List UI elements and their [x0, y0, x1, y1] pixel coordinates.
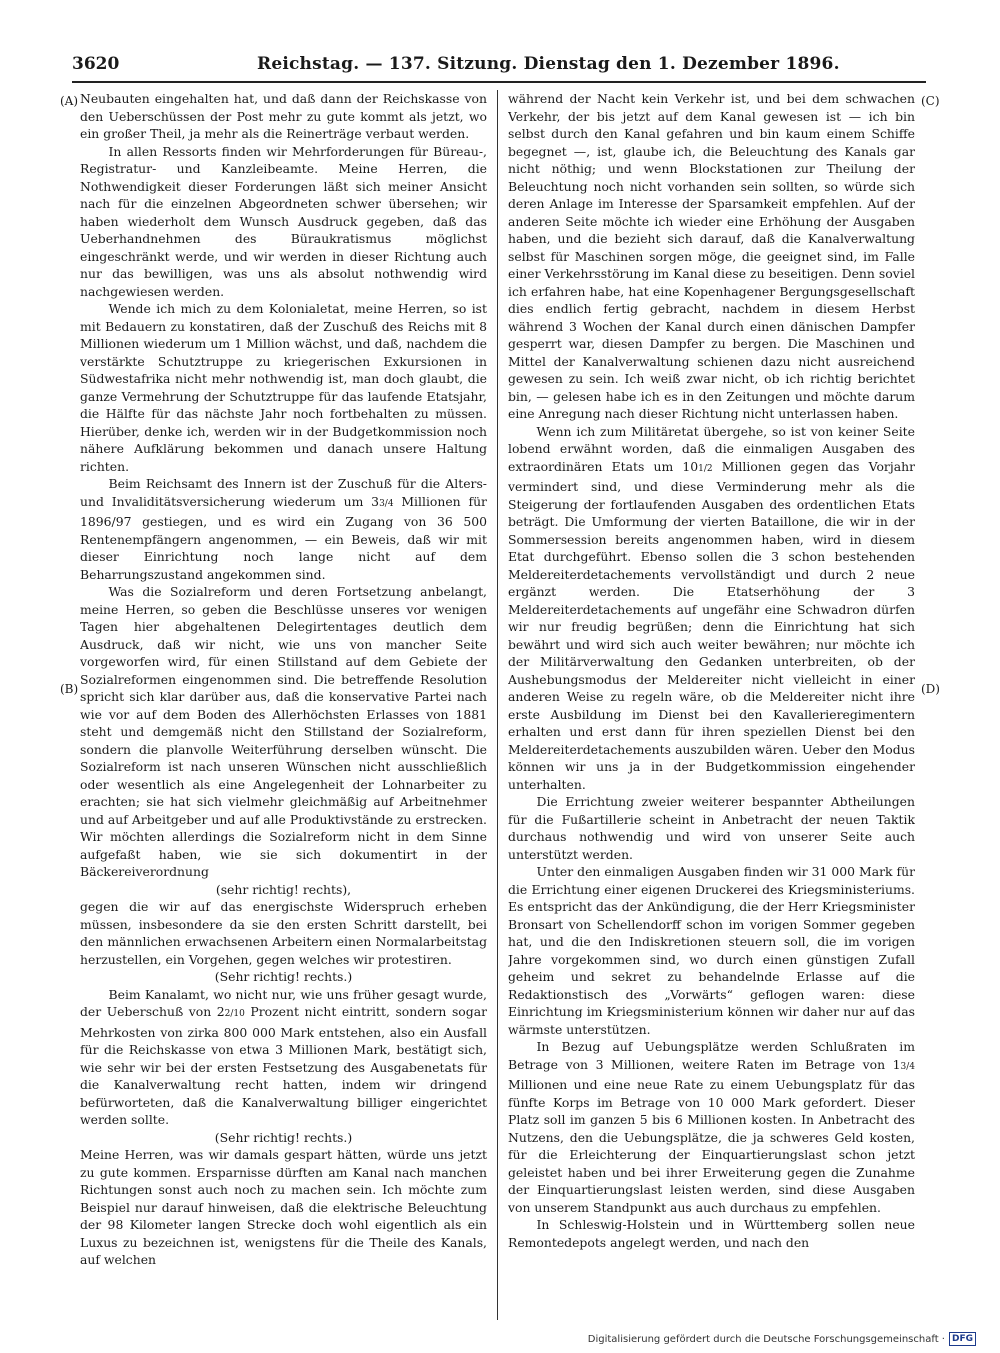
left-paragraph-4: Beim Reichsamt des Innern ist der Zuschuß für die Alters- und Invaliditätsversicherung wiederum um 33/4 Millionen für 1896/97 gestiegen, und es wird ein Zugang von 36 500 Rentenempfängern angenommen, — ein Beweis, daß wir mit dieser Einrichtung noch lange nicht auf dem Beharrungszustand angekommen sind.: [80, 476, 487, 582]
dfg-logo-icon: DFG: [949, 1332, 976, 1346]
left-paragraph-9: Beim Kanalamt, wo nicht nur, wie uns früher gesagt wurde, der Ueberschuß von 22/10 Prozent nicht eintritt, sondern sogar Mehrkosten von zirka 800 000 Mark entstehen, also ein Ausfall für die Reichskasse von etwa 3 Millionen Mark, bestätigt sich, wie sehr wir bei der ersten Festsetzung des Ausgabenetats für die Kanalverwaltung recht hatten, indem wir dringend befürworteten, daß die Kanalverwaltung billiger eingerichtet werden sollte.: [80, 986, 487, 1127]
left-paragraph-2: In allen Ressorts finden wir Mehrforderungen für Büreau-, Registratur- und Kanzleibeamte. Meine Herren, die Nothwendigkeit dieser Forderungen läßt sich meiner Ansicht nach für die einzelnen Abgeordneten schwer übersehen; wir haben wiederholt dem Wunsch Ausdruck gegeben, daß das Ueberhandnehmen des Büraukratismus möglichst eingeschränkt werde, und wir werden in dieser Richtung auch nur das bewilligen, was uns als absolut nothwendig wird nachgewiesen werden.: [80, 143, 487, 299]
right-paragraph-5: In Bezug auf Uebungsplätze werden Schlußraten im Betrage von 3 Millionen, weitere Raten im Betrage von 13/4 Millionen und eine neue Rate zu einem Uebungsplatz für das fünfte Korps im Betrage von 10 000 Mark gefordert. Dieser Platz soll im ganzen 5 bis 6 Millionen kosten. In Anbetracht des Nutzens, den die Uebungsplätze, die ja schweres Geld kosten, für die Erleichterung der Einquartierungslast schon jetzt geleistet haben und bei ihrer Erweiterung gegen die Zunahme der Einquartierungslast leisten werden, sind diese Ausgaben von unserem Standpunkt aus auch durchaus zu empfehlen.: [508, 1039, 915, 1215]
left-paragraph-3: Wende ich mich zu dem Kolonialetat, meine Herren, so ist mit Bedauern zu konstatiren, daß der Zuschuß des Reichs mit 8 Millionen wiederum um 1 Million wächst, und daß, nachdem die verstärkte Schutztruppe zu kriegerischen Exkursionen in Südwestafrika nicht mehr nothwendig ist, man doch glaubt, die ganze Vermehrung der Schutztruppe für das laufende Etatsjahr, die Hälfte für das nächste Jahr noch fortbehalten zu müssen. Hierüber, denke ich, werden wir in der Budgetkommission noch nähere Aufklärung bekommen und danach unsere Haltung richten.: [80, 301, 487, 474]
margin-marker-b: (B): [60, 682, 79, 696]
header-rule: [72, 81, 926, 83]
margin-marker-d: (D): [921, 682, 940, 696]
running-title: Reichstag. — 137. Sitzung. Dienstag den 1. Dezember 1896.: [257, 54, 840, 74]
left-paragraph-10: (Sehr richtig! rechts.): [214, 1129, 353, 1145]
right-paragraph-2: Wenn ich zum Militäretat übergehe, so ist von keiner Seite lobend erwähnt worden, daß die einmaligen Ausgaben des extraordinären Etats um 101/2 Millionen gegen das Vorjahr vermindert sind, und diese Verminderung mehr als die Steigerung der fortlaufenden Ausgaben des ordentlichen Etats beträgt. Die Umformung der vierten Bataillone, die wir in der Sommersession bereits angenommen haben, wird in diesem Etat durchgeführt. Ebenso sollen die 3 schon bestehenden Meldereiterdetachements vervollständigt und durch 2 neue ergänzt werden. Die Etatserhöhung der 3 Meldereiterdetachements auf ungefähr eine Schwadron dürfen wir nur freudig begrüßen; denn die Einrichtung hat sich bewährt und wird sich auch weiter bewähren; nur möchte ich der Militärverwaltung den Gedanken unterbreiten, ob der Aushebungsmodus der Meldereiter nicht vielleicht in einer anderen Weise zu regeln wäre, ob die Meldereiter nicht ihre erste Ausbildung im Dienst bei den Kavallerieregimentern erhalten und erst dann für ihren speziellen Dienst bei den Meldereiterdetachements auszubilden wären. Ueber den Modus können wir uns ja in der Budgetkommission eingehender unterhalten.: [508, 423, 915, 792]
left-paragraph-1: Neubauten eingehalten hat, und daß dann der Reichskasse von den Ueberschüssen der Post mehr zu gute kommt als jetzt, wo ein großer Theil, ja mehr als die Reinerträge verbaut werden.: [80, 91, 487, 141]
margin-marker-a: (A): [60, 94, 79, 108]
left-paragraph-5: Was die Sozialreform und deren Fortsetzung anbelangt, meine Herren, so geben die Beschlüsse unseres vor wenigen Tagen hier abgehaltenen Delegirtentages deutlich dem Ausdruck, daß wir nicht, wie uns von mancher Seite vorgeworfen wird, für einen Stillstand auf dem Gebiete der Sozialreformen eingenommen sind. Die betreffende Resolution spricht sich klar darüber aus, daß die konservative Partei nach wie vor auf dem Boden des Allerhöchsten Erlasses von 1881 steht und demgemäß nicht den Stillstand der Sozialreform, sondern die planvolle Weiterführung derselben wünscht. Die Sozialreform ist nach unseren Wünschen nicht ausschließlich oder wesentlich als eine Angelegenheit der Lohnarbeiter zu erachten; sie hat sich vielmehr gleichmäßig auf Arbeitnehmer und auf Arbeitgeber und auf alle Produktivstände zu erstrecken. Wir möchten allerdings die Sozialreform nicht in dem Sinne aufgefaßt haben, wie sie sich dokumentirt in der Bäckereiverordnung: [80, 584, 487, 879]
left-column: [80, 90, 487, 1320]
footer-credit: Digitalisierung gefördert durch die Deutsche Forschungsgemeinschaft ·: [587, 1333, 945, 1345]
left-paragraph-8: (Sehr richtig! rechts.): [214, 969, 353, 984]
page-header: [72, 50, 927, 78]
right-paragraph-6: In Schleswig-Holstein und in Württemberg sollen neue Remontedepots angelegt werden, und nach den: [508, 1217, 915, 1250]
right-column: [508, 90, 915, 1320]
margin-marker-c: (C): [921, 94, 940, 108]
left-paragraph-6: (sehr richtig! rechts),: [215, 881, 352, 897]
page-number: 3620: [72, 54, 120, 74]
right-paragraph-4: Unter den einmaligen Ausgaben finden wir 31 000 Mark für die Errichtung einer eigenen Druckerei des Kriegsministeriums. Es entspricht das der Ankündigung, die der Herr Kriegsminister Bronsart von Schellendorff schon im vorigen Sommer gegeben hat, und die den Indiskretionen steuern soll, die im vorigen Jahre vorgekommen sind, wo durch einen günstigen Zufall geheim und sekret zu behandelnde Erlasse auf die Redaktionstisch des „Vorwärts“ geflogen waren: diese Einrichtung im Kriegsministerium können wir daher nur auf das wärmste unterstützen.: [508, 864, 915, 1037]
footer: [588, 1332, 976, 1346]
right-paragraph-1: während der Nacht kein Verkehr ist, und bei dem schwachen Verkehr, der bis jetzt auf dem Kanal gewesen ist — ich bin selbst durch den Kanal gefahren und bin kaum einem Schiffe begegnet —, ist, glaube ich, die Beleuchtung des Kanals gar nicht nöthig; und wenn Blockstationen zur Theilung der Beleuchtung noch nicht vorhanden sein sollten, so würde sich deren Anlage im Interesse der Sparsamkeit empfehlen. Auf der anderen Seite möchte ich wieder eine Erhöhung der Ausgaben haben, und die bezieht sich darauf, daß die Kanalverwaltung selbst für Maschinen sorgen möge, die geeignet sind, im Falle einer Verkehrsstörung im Kanal diese zu beseitigen. Denn soviel ich erfahren habe, hat eine Kopenhagener Bergungsgesellschaft dies endlich fertig gebracht, nachdem in diesem Herbst während 3 Wochen der Kanal durch einen dänischen Dampfer gesperrt war, diesen Dampfer zu bergen. Die Maschinen und Mittel der Kanalverwaltung schienen dazu nicht ausreichend gewesen zu sein. Ich weiß zwar nicht, ob ich richtig berichtet bin, — gelesen habe ich es in den Zeitungen und möchte darum eine Anregung nach dieser Richtung nicht unterlassen haben.: [508, 91, 915, 421]
right-paragraph-3: Die Errichtung zweier weiterer bespannter Abtheilungen für die Fußartillerie scheint in Anbetracht der neuen Taktik durchaus nothwendig und wird von unserer Seite auch unterstützt werden.: [508, 794, 915, 862]
column-divider: [497, 90, 498, 1320]
left-paragraph-11: Meine Herren, was wir damals gespart hätten, würde uns jetzt zu gute kommen. Ersparnisse dürften am Kanal nach manchen Richtungen sonst auch noch zu machen sein. Ich möchte zum Beispiel nur darauf hinweisen, daß die elektrische Beleuchtung der 98 Kilometer langen Strecke doch wohl eigentlich als ein Luxus zu bezeichnen ist, wenigstens für die Theile des Kanals, auf welchen: [80, 1147, 487, 1267]
left-paragraph-7: gegen die wir auf das energischste Widerspruch erheben müssen, insbesondere da sie den ersten Schritt darstellt, bei den männlichen erwachsenen Arbeitern einen Normalarbeitstag herzustellen, ein Vorgehen, gegen welches wir protestiren.: [80, 899, 487, 967]
